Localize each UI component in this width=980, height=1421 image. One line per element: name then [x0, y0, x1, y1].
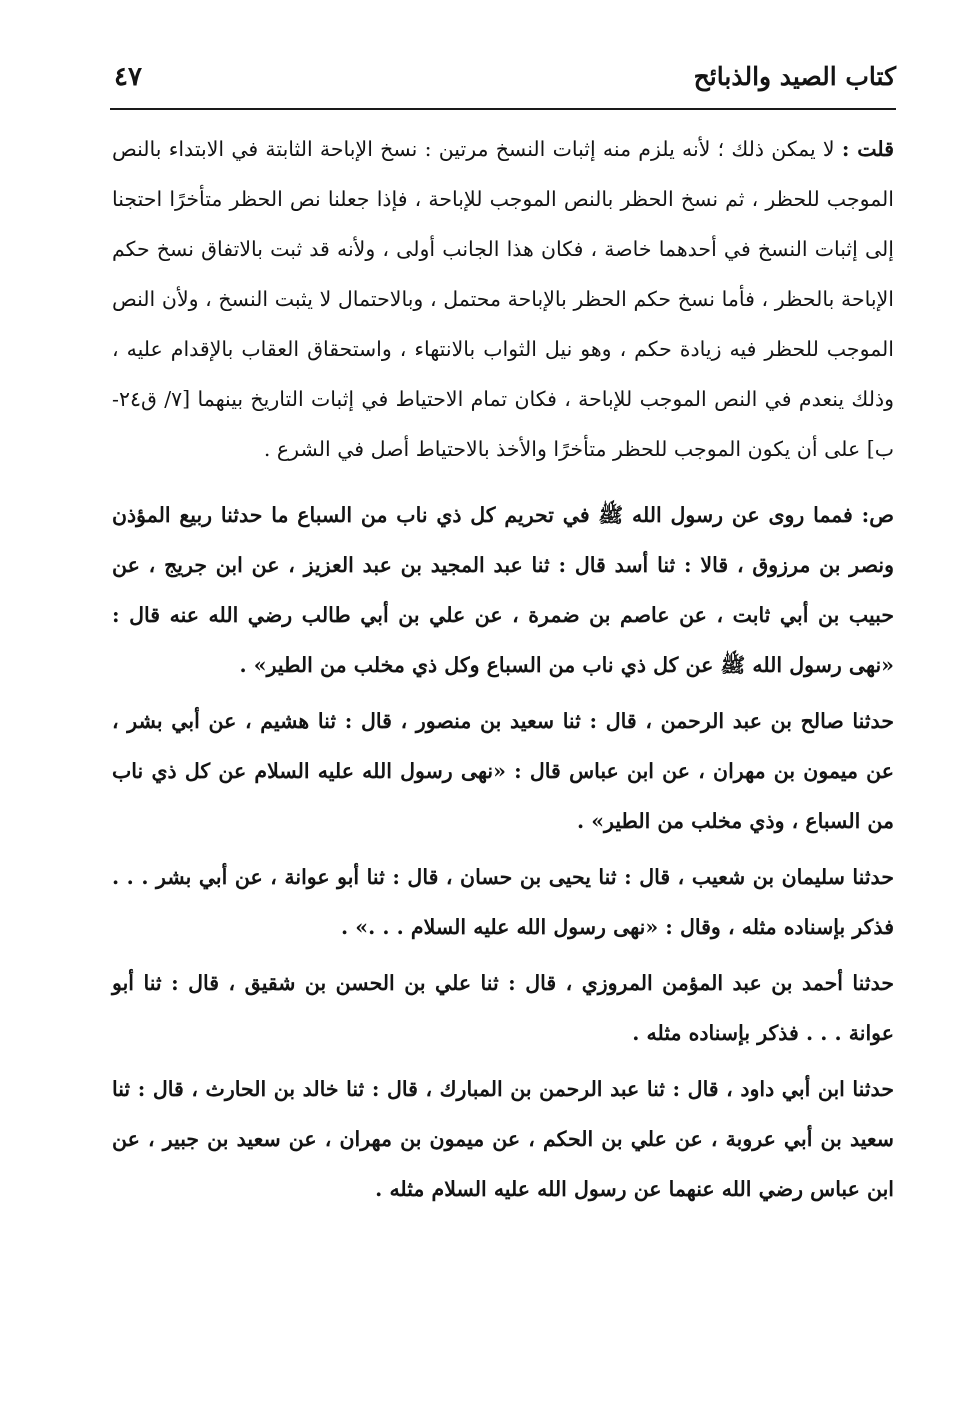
running-title: كتاب الصيد والذبائح: [693, 62, 896, 91]
commentary-paragraph: [112, 124, 894, 474]
matn-paragraph: [112, 852, 894, 952]
matn-paragraph: [112, 958, 894, 1058]
paragraph-text: حدثنا سليمان بن شعيب ، قال : ثنا يحيى بن حسان ، قال : ثنا أبو عوانة ، عن أبي بشر . . . فذكر بإسناده مثله ، وقال : «نهى رسول الله عليه السلام . . .» .: [112, 865, 894, 939]
matn-paragraph: [112, 490, 894, 690]
paragraph-lead: قلت :: [841, 137, 894, 161]
paragraph-spacer: [112, 474, 894, 490]
paragraph-text: حدثنا صالح بن عبد الرحمن ، قال : ثنا سعيد بن منصور ، قال : ثنا هشيم ، عن أبي بشر ، عن ميمون بن مهران ، عن ابن عباس قال : «نهى رسول الله عليه السلام عن كل ذي ناب من السباع ، وذي مخلب من الطير» .: [112, 709, 894, 833]
paragraph-text: حدثنا ابن أبي داود ، قال : ثنا عبد الرحمن بن المبارك ، قال : ثنا خالد بن الحارث ، قال : ثنا سعيد بن أبي عروبة ، عن علي بن الحكم ، عن ميمون بن مهران ، عن سعيد بن جبير ، عن ابن عباس رضي الله عنهما عن رسول الله عليه السلام مثله .: [112, 1077, 894, 1201]
page-body: [112, 124, 894, 1214]
paragraph-text: حدثنا أحمد بن عبد المؤمن المروزي ، قال : ثنا علي بن الحسن بن شقيق ، قال : ثنا أبو عوانة . . . فذكر بإسناده مثله .: [112, 971, 894, 1045]
matn-paragraph: [112, 696, 894, 846]
page-header: [110, 56, 896, 106]
matn-paragraph: [112, 1064, 894, 1214]
paragraph-text: لا يمكن ذلك ؛ لأنه يلزم منه إثبات النسخ مرتين : نسخ الإباحة الثابتة في الابتداء بالنص الموجب للحظر ، ثم نسخ الحظر بالنص الموجب للإباحة ، فإذا جعلنا نص الحظر متأخرًا احتجنا إلى إثبات النسخ في أحدهما خاصة ، فكان هذا الجانب أولى ، ولأنه قد ثبت بالاتفاق نسخ حكم الإباحة بالحظر ، فأما نسخ حكم الحظر بالإباحة محتمل ، وبالاحتمال لا يثبت النسخ ، ولأن النص الموجب للحظر فيه زيادة حكم ، وهو نيل الثواب بالانتهاء ، واستحقاق العقاب بالإقدام عليه ، وذلك ينعدم في النص الموجب للإباحة ، فكان تمام الاحتياط في إثبات التاريخ بينهما [٧/ ق٢٤-ب] على أن يكون الموجب للحظر متأخرًا والأخذ بالاحتياط أصل في الشرع .: [112, 137, 894, 461]
page-number: ٤٧: [114, 62, 142, 92]
paragraph-lead: ص:: [861, 503, 894, 527]
paragraph-text: فمما روى عن رسول الله ﷺ في تحريم كل ذي ناب من السباع ما حدثنا ربيع المؤذن ونصر بن مرزوق ، قالا : ثنا أسد قال : ثنا عبد المجيد بن عبد العزيز ، عن ابن جريج ، عن حبيب بن أبي ثابت ، عن عاصم بن ضمرة ، عن علي بن أبي طالب رضي الله عنه قال : «نهى رسول الله ﷺ عن كل ذي ناب من السباع وكل ذي مخلب من الطير» .: [112, 503, 894, 677]
header-divider: [110, 108, 896, 110]
